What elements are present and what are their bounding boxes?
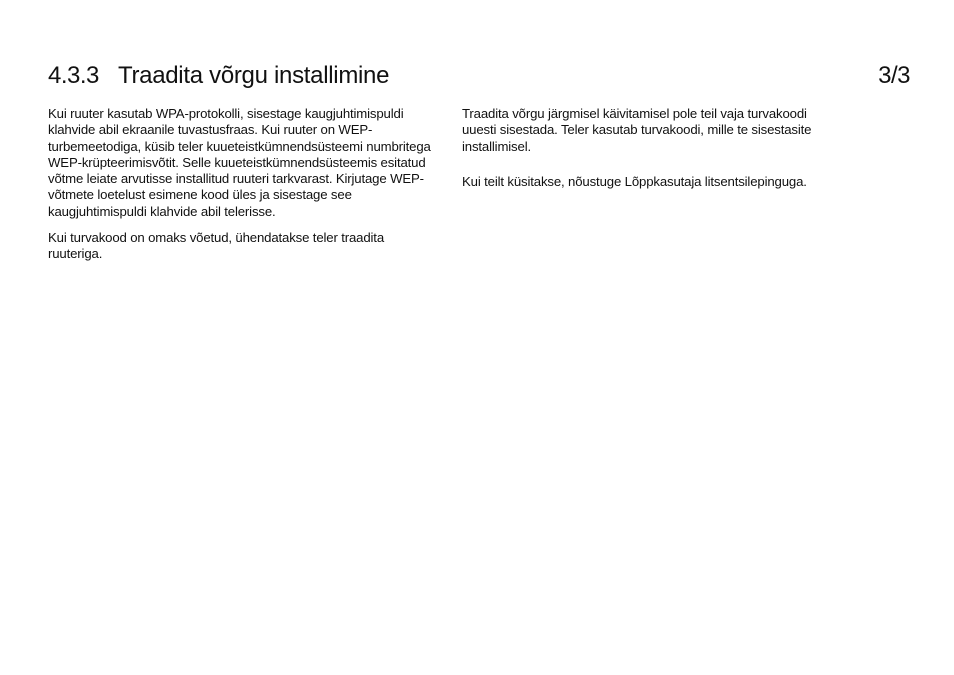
paragraph-next-install: Traadita võrgu järgmisel käivitamisel pole teil vaja turvakoodi uuesti sisestada. Teler kasutab turvakoodi, mille te sisestasite installimisel. (462, 106, 812, 154)
page-title: Traadita võrgu installimine (118, 62, 390, 89)
page-indicator: 3/3 (878, 62, 910, 89)
paragraph-license: Kui teilt küsitakse, nõustuge Lõppkasutaja litsentsilepinguga. (462, 173, 807, 189)
paragraph-connected: Kui turvakood on omaks võetud, ühendatakse teler traadita ruuteriga. (48, 230, 385, 262)
section-number: 4.3.3 (48, 62, 99, 89)
page-header (48, 60, 910, 92)
paragraph-wpa-wep: Kui ruuter kasutab WPA-protokolli, sisestage kaugjuhtimispuldi klahvide abil ekraanile tuvastusfraas. Kui ruuter on WEP-turbemeetodiga, küsib teler kuueteistkümnendsüsteemi numbritega WEP-krüpteerimisvõtit. Selle kuueteistkümnendsüsteemis esitatud võtme leiate arvutisse installitud ruuteri tarkvarast. Kirjutage WEP-võtmete loetelust esimene kood üles ja sisestage see kaugjuhtimispuldi klahvide abil telerisse. (48, 106, 431, 219)
left-column (48, 106, 433, 273)
right-column (462, 106, 824, 209)
